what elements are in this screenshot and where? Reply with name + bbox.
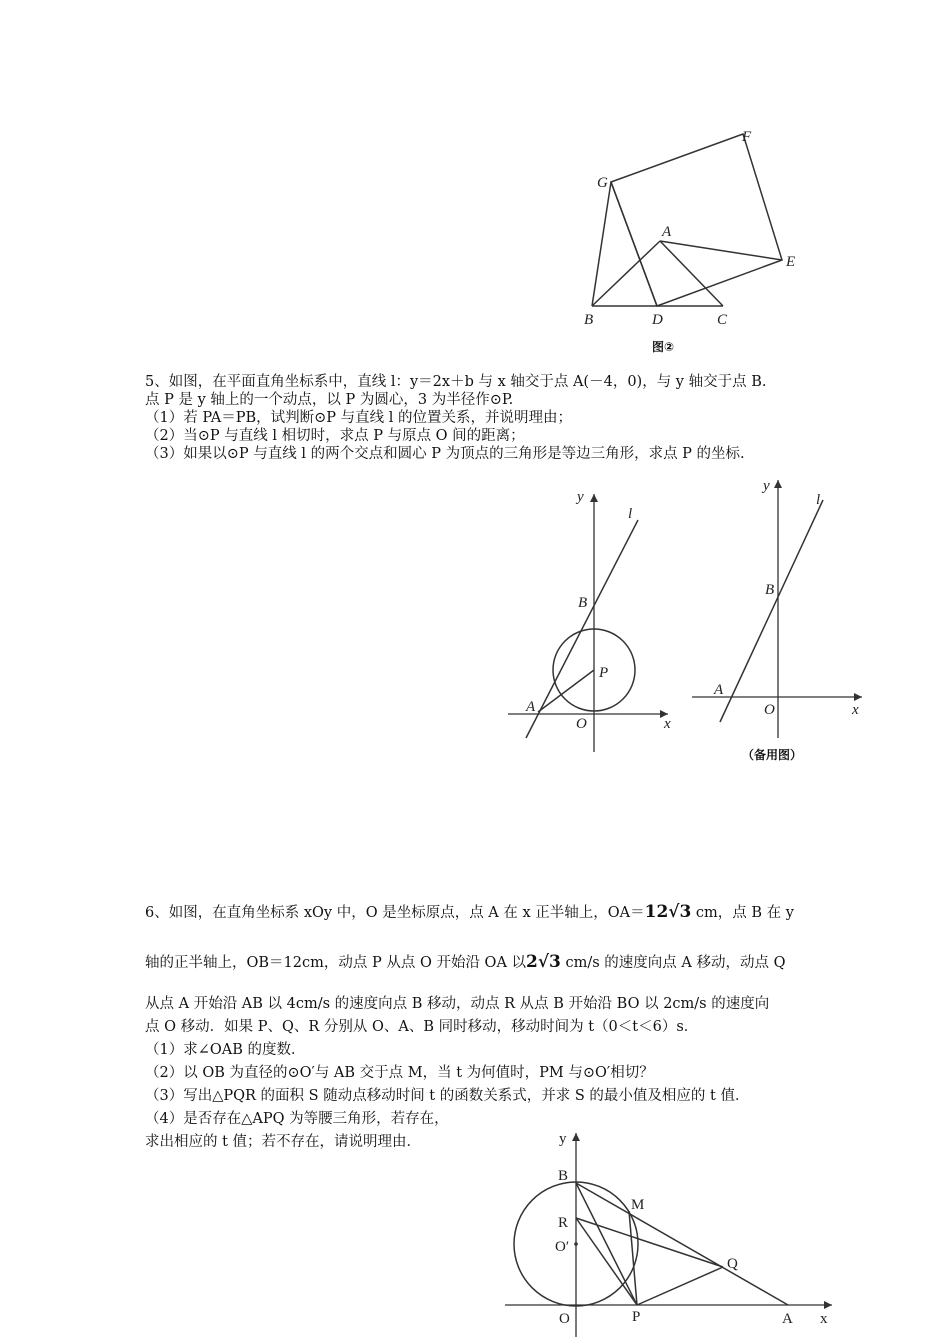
label-l: l (628, 506, 633, 522)
label-y: y (763, 478, 770, 494)
label-B: B (765, 582, 775, 598)
problem5-text (145, 373, 766, 463)
problem6-q4a: （4）是否存在△APQ 为等腰三角形，若存在， (145, 1111, 449, 1127)
label-x: x (820, 1311, 828, 1327)
problem6-q3: （3）写出△PQR 的面积 S 随动点移动时间 t 的函数关系式，并求 S 的最小值及相应的 t 值． (145, 1088, 750, 1104)
segment-PA (538, 670, 594, 712)
problem5-figure-1 (500, 480, 690, 760)
label-O: O (576, 716, 587, 732)
math-2-root-3: 2√3 (526, 952, 561, 972)
label-M: M (631, 1197, 645, 1213)
label-A: A (526, 699, 536, 715)
label-A: A (662, 224, 672, 240)
label-x: x (852, 702, 859, 718)
label-A: A (782, 1311, 793, 1327)
label-B: B (558, 1168, 569, 1184)
problem6-line-2-b: cm/s 的速度向点 A 移动，动点 Q (565, 955, 786, 971)
segment-RP (576, 1218, 637, 1305)
center-O1 (574, 1242, 578, 1246)
problem5-figure-2 (690, 470, 870, 750)
label-F: F (742, 129, 752, 145)
label-C: C (717, 312, 728, 328)
label-O: O (764, 702, 775, 718)
problem6-line-1 (145, 903, 794, 922)
problem5-line-2: 点 P 是 y 轴上的一个动点，以 P 为圆心，3 为半径作⊙P. (145, 392, 514, 408)
label-D: D (652, 312, 663, 328)
problem6-line-2 (145, 953, 785, 972)
label-R: R (558, 1215, 569, 1231)
label-O: O (559, 1311, 570, 1327)
label-E: E (786, 254, 796, 270)
problem5-line-4: （2）当⊙P 与直线 l 相切时，求点 P 与原点 O 间的距离； (145, 428, 525, 444)
label-y: y (559, 1131, 567, 1147)
label-y: y (577, 489, 584, 505)
problem5-line-1: 5、如图，在平面直角坐标系中，直线 l：y＝2x＋b 与 x 轴交于点 A(－4，0)，与 y 轴交于点 B. (145, 374, 767, 390)
label-x: x (664, 716, 671, 732)
figure-square (570, 120, 810, 360)
label-l: l (816, 492, 821, 508)
problem6-figure (495, 1125, 855, 1340)
label-P: P (599, 665, 609, 681)
problem6-line-4: 点 O 移动．如果 P、Q、R 分别从 O、A、B 同时移动，移动时间为 t（0＜t＜6）s． (145, 1019, 699, 1035)
figure-square-lines (592, 134, 782, 306)
label-B: B (578, 595, 588, 611)
problem6-q2: （2）以 OB 为直径的⊙O′与 AB 交于点 M，当 t 为何值时，PM 与⊙O′相切？ (145, 1065, 654, 1081)
problem5-figure-2-caption: （备用图） (742, 748, 803, 762)
label-A: A (714, 682, 724, 698)
label-P: P (632, 1309, 641, 1325)
problem6-line-2-a: 轴的正半轴上，OB＝12cm，动点 P 从点 O 开始沿 OA 以 (145, 955, 527, 971)
problem6-line-3: 从点 A 开始沿 AB 以 4cm/s 的速度向点 B 移动，动点 R 从点 B 开始沿 BO 以 2cm/s 的速度向 (145, 996, 770, 1012)
figure-square-caption: 图② (652, 340, 675, 354)
problem6-q1: （1）求∠OAB 的度数． (145, 1042, 306, 1058)
line-l (526, 520, 638, 738)
label-O1: O′ (555, 1239, 570, 1255)
math-12-root-3: 12√3 (644, 902, 692, 922)
problem6-q4b: 求出相应的 t 值；若不存在，请说明理由． (145, 1134, 422, 1150)
label-B: B (584, 312, 594, 328)
line-l (720, 500, 823, 722)
problem5-line-5: （3）如果以⊙P 与直线 l 的两个交点和圆心 P 为顶点的三角形是等边三角形，求点 P 的坐标. (145, 446, 745, 462)
label-Q: Q (727, 1256, 738, 1272)
problem6-line-1-a: 6、如图，在直角坐标系 xOy 中，O 是坐标原点，点 A 在 x 正半轴上，OA＝ (145, 905, 645, 921)
label-G: G (597, 175, 608, 191)
problem5-line-3: （1）若 PA＝PB，试判断⊙P 与直线 l 的位置关系，并说明理由； (145, 410, 573, 426)
segment-BA (576, 1183, 788, 1305)
problem6-line-1-b: cm，点 B 在 y (695, 905, 794, 921)
segment-PQ (637, 1267, 723, 1305)
